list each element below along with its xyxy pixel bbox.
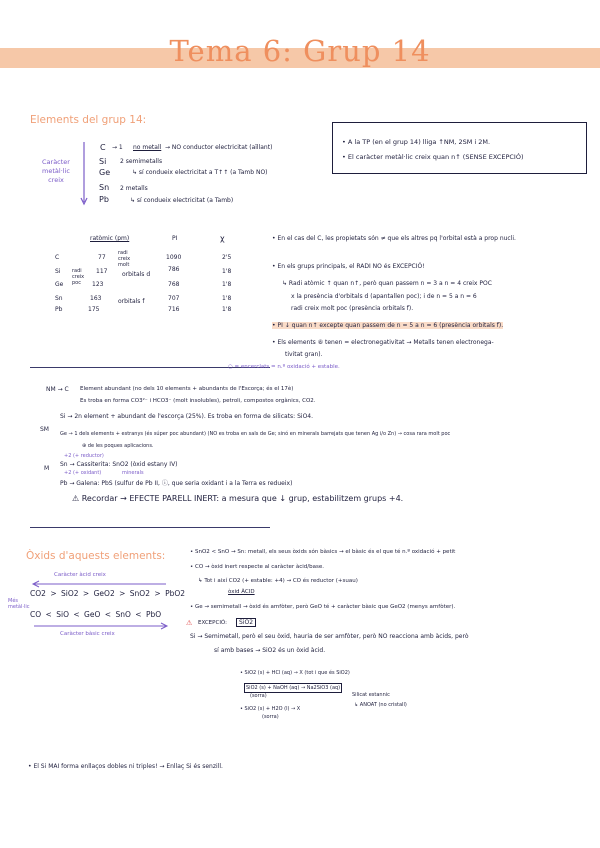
- row-el: Ge: [55, 281, 64, 288]
- carbon-abundance: Element abundant (no dels 10 elements + abundants de l'Escorça; és el 17è): [80, 386, 294, 392]
- note-radius-3: radi creix molt poc (presència orbitals f).: [291, 305, 414, 312]
- note-radius-1: ↳ Radi atòmic ↑ quan n↑, però quan passem n = 3 a n = 4 creix POC: [282, 280, 492, 287]
- reaction-3-note: (sorra): [262, 714, 279, 720]
- oxide-note-3: ↳ Tot i així CO2 (+ estable: +4) → CO és reductor (+suau): [198, 578, 358, 584]
- left-arrow-icon: [30, 580, 170, 588]
- basic-oxides-row: CO < SiO < GeO < SnO < PbO: [30, 610, 162, 619]
- basic-character-label: Caràcter bàsic creix: [60, 631, 115, 637]
- carbon-conductivity: → NO conductor electricitat (aïllant): [165, 144, 273, 151]
- row-r: 117: [96, 268, 108, 275]
- lead-symbol: Pb: [99, 195, 109, 204]
- oxide-note-1: • SnO2 < SnO → Sn: metall, els seus òxids són bàsics → el bàsic és el que té n.º oxidació + petit: [190, 549, 456, 555]
- page-title: Tema 6: Grup 14: [169, 34, 431, 68]
- reaction-2: SiO2 (s) + NaOH (aq) → Na2SiO3 (aq): [246, 685, 341, 691]
- silicon-line: Si → 2n element + abundant de l'escorça (25%). Es troba en forma de silicats: SiO4.: [60, 413, 314, 420]
- carbon-arrow: → 1: [112, 144, 123, 151]
- row-x: 2'5: [222, 254, 232, 261]
- sm-label: SM: [40, 426, 49, 433]
- row-r: 175: [88, 306, 100, 313]
- section-oxides-heading: Òxids d'aquests elements:: [26, 550, 166, 562]
- tin-line: Sn → Cassiterita: SnO2 (òxid estany IV): [60, 461, 178, 468]
- oxide-note-4: • Ge → semimetall → òxid és amfòter, però GeO té + caràcter bàsic que GeO2 (menys amfòter).: [190, 604, 456, 610]
- lead-oxidation: +2 (+ oxidant): [64, 470, 102, 476]
- summary-line-1: • A la TP (en el grup 14) lliga ↑NM, 2SM i 2M.: [342, 138, 491, 146]
- silicon-exception-2: sí amb bases → SiO2 és un òxid àcid.: [214, 647, 326, 654]
- note-electroneg-2: tivitat gran).: [285, 351, 323, 358]
- acid-oxide-label: òxid ÀCID: [228, 589, 255, 595]
- row-pi: 786: [168, 266, 180, 273]
- reaction-2-note: (sorra): [250, 693, 267, 699]
- row-r: 123: [92, 281, 104, 288]
- metals-label: 2 metalls: [120, 185, 148, 192]
- exception-label: EXCEPCIÓ:: [198, 620, 228, 626]
- row-pi: 716: [168, 306, 180, 313]
- more-metallic-label: Més metàl·lic: [8, 598, 30, 610]
- row-pi: 707: [168, 295, 180, 302]
- germanium-line-2: ⊕ de les poques aplicacions.: [82, 443, 154, 449]
- down-arrow-icon: [80, 140, 88, 210]
- note-radius-2: x la presència d'orbitals d (apantallen poc); i de n = 5 a n = 6: [291, 293, 477, 300]
- m-label: M: [44, 465, 50, 472]
- note-pi: • PI ↓ quan n↑ excepte quan passem de n = 5 a n = 6 (presència orbitals f).: [272, 322, 504, 329]
- silicon-exception-1: Si → Semimetall, però el seu òxid, hauria de ser amfòter, però NO reacciona amb àcids, però: [190, 633, 469, 640]
- right-arrow-icon: [30, 622, 170, 630]
- summary-line-2: • El caràcter metàl·lic creix quan n↑ (SENSE EXCEPCIÓ): [342, 153, 524, 161]
- row-x: 1'8: [222, 281, 232, 288]
- annotation-radius-small: radi creix poc: [72, 268, 85, 286]
- orbitals-d-label: orbitals d: [122, 271, 151, 278]
- reaction-2-product-note: ↳ ANOAT (no cristall): [354, 702, 407, 708]
- tin-symbol: Sn: [99, 183, 110, 192]
- tin-oxidation: +2 (+ reductor): [64, 453, 104, 459]
- note-carbon: • En el cas del C, les propietats són ≠ que els altres pq l'orbital està a prop nucli.: [272, 235, 516, 242]
- recordar-note: ⚠ Recordar → EFECTE PARELL INERT: a mesura que ↓ grup, estabilitzem grups +4.: [72, 494, 404, 503]
- divider: [30, 527, 270, 528]
- nm-label: NM → C: [46, 386, 69, 393]
- footer-note: • El Si MAI forma enllaços dobles ni triples! → Enllaç Si és senzill.: [28, 763, 223, 770]
- metallic-character-label: Caràcter metàl·lic creix: [42, 158, 70, 184]
- row-el: C: [55, 254, 60, 261]
- reaction-2-product: Silicat estannic: [352, 692, 390, 698]
- oxide-note-2: • CO → òxid inert respecte al caràcter àcid/base.: [190, 564, 324, 570]
- orbitals-f-label: orbitals f: [118, 298, 145, 305]
- note-radius-title: • En els grups principals, el RADI NO és EXCEPCIÓ!: [272, 263, 425, 270]
- carbon-symbol: C: [100, 143, 106, 152]
- reaction-3: • SiO2 (s) + H2O (l) → X: [240, 706, 301, 712]
- annotation-radius-large: radi creix molt: [118, 250, 131, 268]
- note-electroneg-1: • Els elements ⑧ tenen = electronegativitat → Metalls tenen electronega-: [272, 339, 494, 346]
- carbon-forms: Es troba en forma CO3²⁻ i HCO3⁻ (molt insolubles), petroli, compostos orgànics, CO2.: [80, 398, 316, 404]
- header-radius: ratòmic (pm): [90, 235, 130, 242]
- reaction-1: • SiO2 (s) + HCl (aq) → X (tot i que és SiO2): [240, 670, 350, 676]
- row-el: Sn: [55, 295, 63, 302]
- germanium-symbol: Ge: [99, 168, 111, 177]
- row-pi: 1090: [166, 254, 182, 261]
- semimetals-desc: ↳ sí condueix electricitat a T↑↑ (a Tamb NO): [132, 169, 268, 176]
- metals-desc: ↳ sí condueix electricitat (a Tamb): [130, 197, 234, 204]
- warning-icon: ⚠: [186, 619, 193, 627]
- oxidation-note: ○ = encerclats = n.º oxidació + estable.: [228, 364, 340, 370]
- acid-character-label: Caràcter àcid creix: [54, 572, 106, 578]
- silicon-symbol: Si: [99, 157, 107, 166]
- section-elements-heading: Elements del grup 14:: [30, 114, 147, 126]
- row-pi: 768: [168, 281, 180, 288]
- header-chi: χ: [220, 234, 225, 243]
- germanium-line-1: Ge → 1 dels elements + estranys (és súper poc abundant) (NO es troba en sals de Ge; sinó en minerals barrejats que tenen Ag i/o Zn) → cosa rara molt poc: [60, 431, 451, 437]
- row-el: Pb: [55, 306, 63, 313]
- carbon-type: no metall: [133, 144, 162, 151]
- row-el: Si: [55, 268, 61, 275]
- acid-oxides-row: CO2 > SiO2 > GeO2 > SnO2 > PbO2: [30, 589, 186, 598]
- lead-line: Pb → Galena: PbS (sulfur de Pb II, ⓘ, que seria oxidant i a la Terra es redueix): [60, 480, 293, 487]
- summary-box: [332, 122, 587, 174]
- row-x: 1'8: [222, 268, 232, 275]
- row-r: 77: [98, 254, 106, 261]
- row-x: 1'8: [222, 306, 232, 313]
- row-x: 1'8: [222, 295, 232, 302]
- semimetals-label: 2 semimetalls: [120, 158, 163, 165]
- header-pi: PI: [172, 235, 178, 242]
- minerals-label: minerals: [122, 470, 144, 476]
- row-r: 163: [90, 295, 102, 302]
- sio2-boxed: SiO2: [236, 618, 256, 627]
